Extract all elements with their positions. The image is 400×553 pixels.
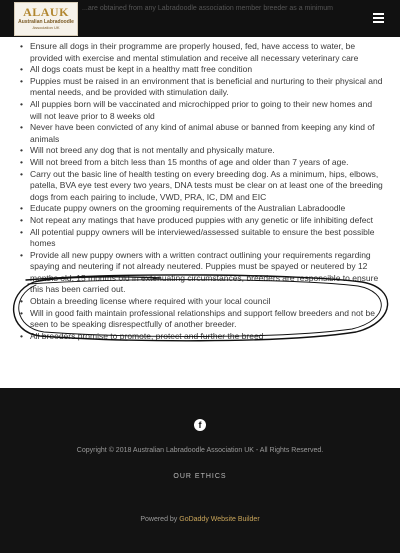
- list-item: • Carry out the basic line of health testing on every breeding dog. As a minimum, hips, elbows, patella, BVA eye test every two years, DNA tests must be clear on at least one of the breeding dogs from each pairing to include, VWD, PRA, IC, DM and EIC: [20, 169, 386, 204]
- copyright-text: Copyright © 2018 Australian Labradoodle Association UK - All Rights Reserved.: [76, 447, 324, 454]
- logo-line2: Association UK: [32, 25, 60, 30]
- our-ethics-link[interactable]: OUR ETHICS: [173, 473, 227, 480]
- list-item: • Educate puppy owners on the grooming requirements of the Australian Labradoodle: [20, 203, 386, 215]
- site-header: [0, 0, 400, 37]
- list-item: • Ensure all dogs in their programme are properly housed, fed, have access to water, be provided with exercise and mental stimulation and receive all necessary veterinary care: [20, 41, 386, 64]
- header-faint-text: ...are obtained from any Labradoodle association member breeder as a minimum: [82, 5, 333, 12]
- logo-mark: ALAUK: [23, 5, 69, 19]
- main-content: [0, 37, 400, 374]
- list-item: • Never have been convicted of any kind of animal abuse or banned from keeping any kind of animals: [20, 122, 386, 145]
- facebook-icon[interactable]: f: [194, 419, 206, 431]
- breeder-rules-list: [20, 41, 386, 342]
- list-item: • Will not breed any dog that is not mentally and physically mature.: [20, 145, 386, 157]
- list-item: • All puppies born will be vaccinated and microchipped prior to going to their new homes and will not leave prior to 8 weeks old: [20, 99, 386, 122]
- list-item: • Will in good faith maintain professional relationships and support fellow breeders and not be seen to be speaking disrespectfully of another breeder.: [20, 308, 386, 331]
- powered-prefix: Powered by: [140, 516, 180, 523]
- list-item: • Will not breed from a bitch less than 15 months of age and older than 7 years of age.: [20, 157, 386, 169]
- godaddy-link[interactable]: GoDaddy Website Builder: [179, 516, 260, 523]
- list-item: • All potential puppy owners will be interviewed/assessed suitable to ensure the best possible homes: [20, 227, 386, 250]
- list-item-circled: • Provide all new puppy owners with a written contract outlining your requirements regarding spaying and neutering if not already neutered. Puppies must be spayed or neutered by 12 months old, 15 months old in extenuating circumstances, breeders are responsible to ensure this has been carried out.: [20, 250, 386, 296]
- list-item: • Obtain a breeding license where required with your local council: [20, 296, 386, 308]
- list-item: • All breeders promise to promote, protect and further the breed: [20, 331, 386, 343]
- site-logo[interactable]: [14, 2, 78, 36]
- site-footer: [0, 388, 400, 553]
- powered-by-text: [0, 516, 400, 523]
- logo-line1: Australian Labradoodle: [18, 19, 74, 25]
- hamburger-menu-icon[interactable]: [373, 13, 384, 23]
- list-item: • Puppies must be raised in an environment that is beneficial and nurturing to their physical and mental needs, and be provided with stimulation daily.: [20, 76, 386, 99]
- list-item: • All dogs coats must be kept in a healthy matt free condition: [20, 64, 386, 76]
- list-item: • Not repeat any matings that have produced puppies with any genetic or life inhibiting defect: [20, 215, 386, 227]
